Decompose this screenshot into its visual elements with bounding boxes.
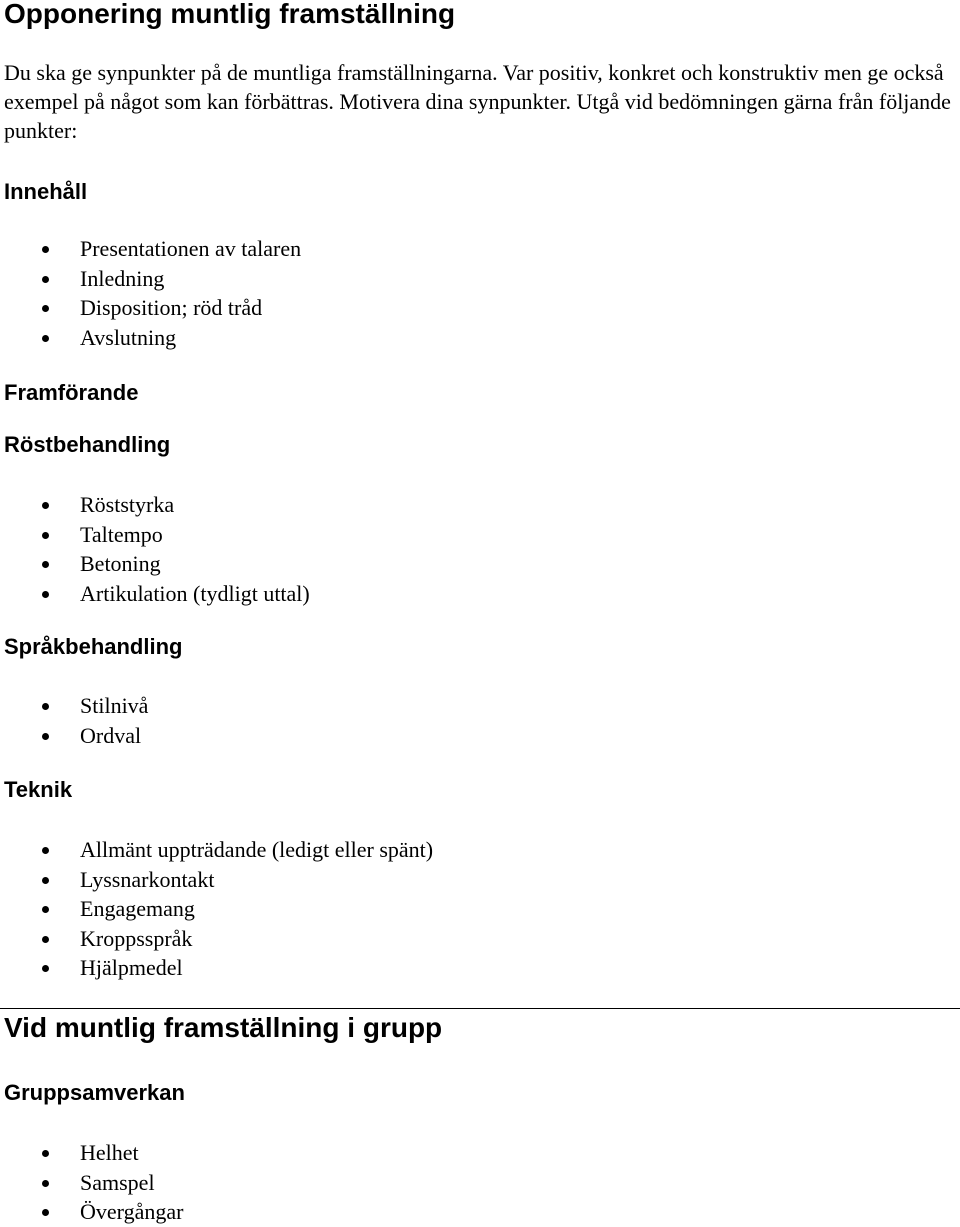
heading-gruppsamverkan: Gruppsamverkan <box>4 1080 185 1105</box>
list-item <box>0 323 301 353</box>
list-item <box>0 579 310 609</box>
list-item-label: Lyssnarkontakt <box>80 866 215 892</box>
list-item <box>0 520 310 550</box>
bullet-icon <box>42 733 49 740</box>
list-item-label: Ordval <box>80 722 142 748</box>
list-item <box>0 549 310 579</box>
list-item <box>0 264 301 294</box>
list-item-label: Betoning <box>80 551 161 576</box>
bullet-icon <box>42 561 49 568</box>
list-item <box>0 691 148 721</box>
bullet-icon <box>42 502 49 509</box>
list-item <box>0 234 301 264</box>
bullet-icon <box>42 335 49 342</box>
list-item-label: Engagemang <box>80 896 195 921</box>
heading-framforande: Framförande <box>4 380 139 405</box>
list-item-label: Taltempo <box>80 521 163 547</box>
section-divider <box>0 1008 960 1009</box>
list-item <box>0 1138 183 1168</box>
list-item-label: Allmänt uppträdande (ledigt eller spänt) <box>80 837 434 862</box>
heading-innehall: Innehåll <box>4 179 88 204</box>
list-gruppsamverkan <box>0 1138 183 1227</box>
list-item-label: Helhet <box>80 1140 139 1165</box>
list-item <box>0 924 433 954</box>
bullet-icon <box>42 532 49 539</box>
list-item <box>0 721 148 751</box>
list-innehall <box>0 234 301 352</box>
intro-paragraph: Du ska ge synpunkter på de muntliga framställningarna. Var positiv, konkret och konstruktiv men ge också exempel på något som kan förbättras. Motivera dina synpunkter. Utgå vid bedömningen gärna från följande punkter: <box>4 60 951 143</box>
bullet-icon <box>42 847 49 854</box>
heading-rostbehandling: Röstbehandling <box>4 432 171 457</box>
bullet-icon <box>42 703 49 710</box>
list-item-label: Kroppsspråk <box>80 925 193 951</box>
list-item-label: Avslutning <box>80 324 177 350</box>
bullet-icon <box>42 965 49 972</box>
bullet-icon <box>42 877 49 884</box>
bullet-icon <box>42 305 49 312</box>
list-item-label: Disposition; röd tråd <box>80 295 263 320</box>
list-item-label: Presentationen av talaren <box>80 236 302 261</box>
bullet-icon <box>42 1180 49 1187</box>
bullet-icon <box>42 591 49 598</box>
list-item <box>0 1197 183 1227</box>
list-item-label: Övergångar <box>80 1199 184 1224</box>
list-item-label: Hjälpmedel <box>80 955 183 980</box>
bullet-icon <box>42 906 49 913</box>
list-item <box>0 490 310 520</box>
page-title: Opponering muntlig framställning <box>4 0 456 29</box>
bullet-icon <box>42 276 49 283</box>
list-teknik <box>0 835 433 983</box>
bullet-icon <box>42 1150 49 1157</box>
list-rostbehandling <box>0 490 310 608</box>
list-item <box>0 1168 183 1198</box>
list-item-label: Artikulation (tydligt uttal) <box>80 580 310 606</box>
list-item <box>0 835 433 865</box>
bullet-icon <box>42 1209 49 1216</box>
heading-sprakbehandling: Språkbehandling <box>4 634 183 659</box>
list-item-label: Röststyrka <box>80 492 175 517</box>
bullet-icon <box>42 936 49 943</box>
list-item-label: Samspel <box>80 1169 155 1195</box>
bullet-icon <box>42 246 49 253</box>
list-item <box>0 865 433 895</box>
list-sprakbehandling <box>0 691 148 750</box>
group-title: Vid muntlig framställning i grupp <box>4 1012 443 1043</box>
list-item <box>0 953 433 983</box>
list-item <box>0 894 433 924</box>
list-item-label: Inledning <box>80 265 165 291</box>
list-item <box>0 293 301 323</box>
heading-teknik: Teknik <box>4 777 73 802</box>
list-item-label: Stilnivå <box>80 693 149 718</box>
